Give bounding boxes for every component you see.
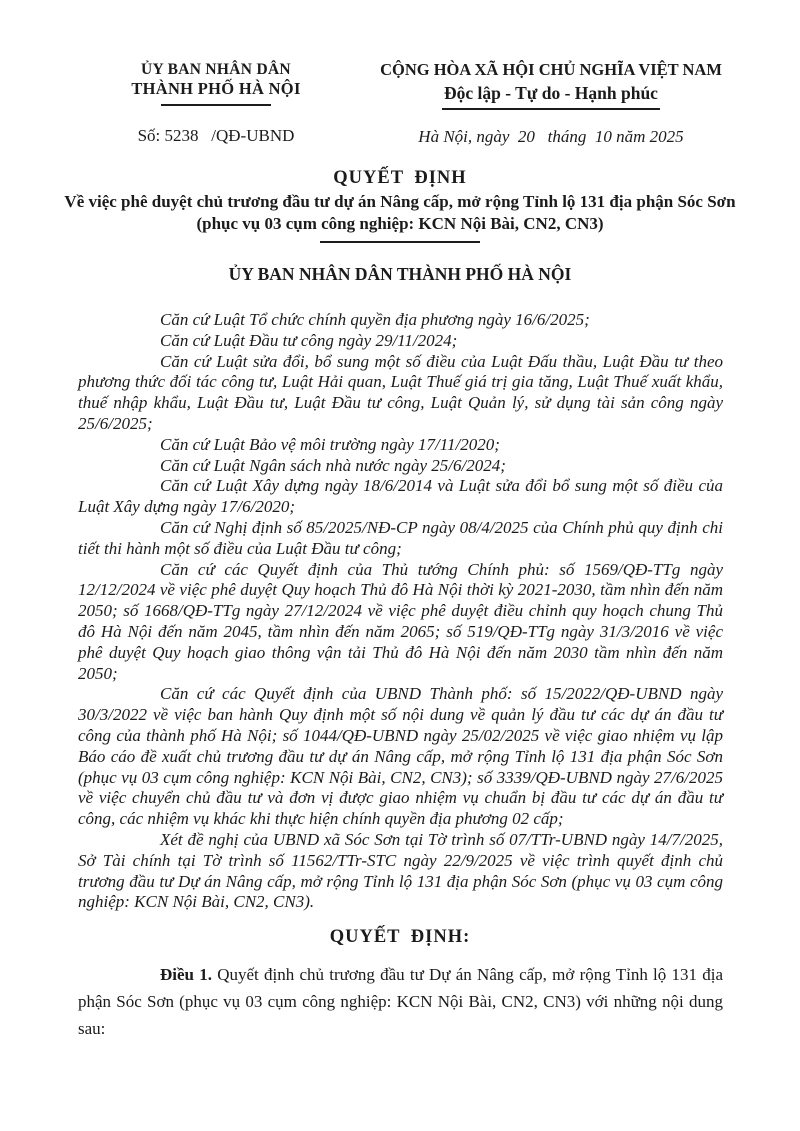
issuing-org-block	[80, 60, 352, 147]
decree-heading: QUYẾT ĐỊNH:	[329, 927, 471, 948]
recital-paragraph: Căn cứ các Quyết định của UBND Thành phố: số 15/2022/QĐ-UBND ngày 30/3/2022 về việc ban hành Quy định một số nội dung về quản lý đầu tư các dự án đầu tư công của thành phố Hà Nội; số 1044/QĐ-UBND ngày 25/02/2025 về việc giao nhiệm vụ lập Báo cáo đề xuất chủ trương đầu tư dự án Nâng cấp, mở rộng Tỉnh lộ 131 địa phận Sóc Sơn (phục vụ 03 cụm công nghiệp: KCN Nội Bài, CN2, CN3); số 3339/QĐ-UBND ngày 27/6/2025 về việc chuyển chủ đầu tư và đơn vị được giao nhiệm vụ chuẩn bị đầu tư các dự án đầu tư công, các nhiệm vụ khác khi thực hiện chính quyền địa phương 02 cấp;	[78, 684, 723, 829]
issuing-org-name: ỦY BAN NHÂN DÂN	[141, 61, 291, 78]
recital-paragraph: Căn cứ Luật Bảo vệ môi trường ngày 17/11/2020;	[160, 434, 500, 454]
article-1-paragraph	[78, 961, 723, 1042]
issuing-org-city: THÀNH PHỐ HÀ NỘI	[131, 79, 301, 99]
recital-paragraph: Xét đề nghị của UBND xã Sóc Sơn tại Tờ trình số 07/TTr-UBND ngày 14/7/2025, Sở Tài chính tại Tờ trình số 11562/TTr-STC ngày 22/9/2025 về việc trình quyết định chủ trương đầu tư Dự án Nâng cấp, mở rộng Tỉnh lộ 131 địa phận Sóc Sơn (phục vụ 03 cụm công nghiệp: KCN Nội Bài, CN2, CN3).	[78, 829, 723, 912]
recital-paragraph: Căn cứ Nghị định số 85/2025/NĐ-CP ngày 08/4/2025 của Chính phủ quy định chi tiết thi hành một số điều của Luật Đầu tư công;	[78, 517, 723, 558]
place-date-line: Hà Nội, ngày 20 tháng 10 năm 2025	[418, 126, 684, 146]
issuing-org-underline	[161, 104, 271, 106]
motto-underline	[442, 108, 660, 110]
document-header	[0, 0, 800, 147]
national-motto: Độc lập - Tự do - Hạnh phúc	[444, 82, 658, 103]
decision-subject: Về việc phê duyệt chủ trương đầu tư dự án Nâng cấp, mở rộng Tỉnh lộ 131 địa phận Sóc Sơn (phục vụ 03 cụm công nghiệp: KCN Nội Bài, CN2, CN3)	[64, 191, 736, 234]
national-header-block	[352, 60, 750, 147]
recital-paragraph: Căn cứ Luật sửa đổi, bổ sung một số điều của Luật Đấu thầu, Luật Đầu tư theo phương thức đối tác công tư, Luật Hải quan, Luật Thuế giá trị gia tăng, Luật Thuế xuất khẩu, thuế nhập khẩu, Luật Đầu tư, Luật Đầu tư công, Luật Quản lý, sử dụng tài sản công ngày 25/6/2025;	[78, 351, 723, 433]
article-1-label: Điều 1.	[160, 965, 212, 985]
recital-paragraph: Căn cứ Luật Đầu tư công ngày 29/11/2024;	[160, 330, 458, 350]
recital-paragraph: Căn cứ Luật Xây dựng ngày 18/6/2014 và Luật sửa đổi bổ sung một số điều của Luật Xây dựng ngày 17/6/2020;	[78, 476, 723, 517]
national-title: CỘNG HÒA XÃ HỘI CHỦ NGHĨA VIỆT NAM	[380, 60, 722, 79]
decision-title: QUYẾT ĐỊNH	[333, 167, 467, 188]
decision-title-underline	[320, 241, 480, 243]
recitals-section	[78, 310, 723, 913]
issuer-heading: ỦY BAN NHÂN DÂN THÀNH PHỐ HÀ NỘI	[228, 264, 572, 285]
recital-paragraph: Căn cứ các Quyết định của Thủ tướng Chính phủ: số 1569/QĐ-TTg ngày 12/12/2024 về việc phê duyệt Quy hoạch Thủ đô Hà Nội thời kỳ 2021-2030, tầm nhìn đến năm 2050; số 1668/QĐ-TTg ngày 27/12/2024 về việc phê duyệt điều chỉnh quy hoạch chung Thủ đô Hà Nội đến năm 2045, tầm nhìn đến năm 2065; số 519/QĐ-TTg ngày 31/3/2016 về việc phê duyệt Quy hoạch giao thông vận tải Thủ đô Hà Nội đến năm 2030 tầm nhìn đến năm 2050;	[78, 559, 723, 683]
recital-paragraph: Căn cứ Luật Tổ chức chính quyền địa phương ngày 16/6/2025;	[160, 310, 590, 330]
document-number: Số: 5238 /QĐ-UBND	[137, 126, 295, 145]
recital-paragraph: Căn cứ Luật Ngân sách nhà nước ngày 25/6/2024;	[160, 455, 506, 475]
article-1-text: Quyết định chủ trương đầu tư Dự án Nâng cấp, mở rộng Tỉnh lộ 131 địa phận Sóc Sơn (phục vụ 03 cụm công nghiệp: KCN Nội Bài, CN2, CN3) với những nội dung sau:	[78, 965, 724, 1039]
